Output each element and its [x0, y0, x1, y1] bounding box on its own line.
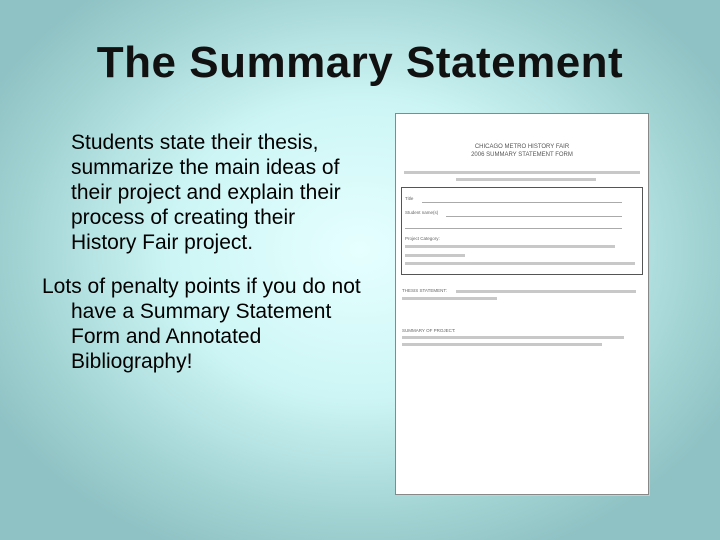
form-thesis-label: THESIS STATEMENT:	[402, 288, 447, 293]
summary-statement-form-image	[395, 113, 649, 495]
form-field-line	[405, 228, 622, 229]
form-check-label	[405, 254, 465, 257]
form-title-label: Title	[405, 196, 414, 201]
body-paragraph-penalty: Lots of penalty points if you do not have a Summary Statement Form and Annotated Bibliography!	[42, 275, 361, 373]
form-instructions-line	[404, 171, 640, 174]
form-field-line	[446, 216, 622, 217]
form-thesis-text	[456, 290, 636, 293]
form-heading-1: CHICAGO METRO HISTORY FAIR	[474, 144, 570, 150]
slide-body	[42, 130, 362, 374]
form-check-option	[405, 262, 635, 265]
form-summary-text	[402, 336, 624, 339]
form-summary-text	[402, 343, 602, 346]
form-summary-label: SUMMARY OF PROJECT:	[402, 328, 456, 333]
form-field-line	[422, 202, 622, 203]
form-heading-2: 2006 SUMMARY STATEMENT FORM	[471, 152, 573, 158]
form-category-label: Project Category:	[405, 236, 440, 241]
form-instructions-line	[456, 178, 596, 181]
form-student-label: Student name(s)	[405, 210, 439, 215]
slide-title: The Summary Statement	[96, 38, 624, 87]
form-category-options	[405, 245, 615, 248]
form-info-box	[401, 187, 643, 275]
form-thesis-text	[402, 297, 497, 300]
body-paragraph-thesis: Students state their thesis, summarize the main ideas of their project and explain their process of creating their History Fair project.	[71, 131, 341, 254]
